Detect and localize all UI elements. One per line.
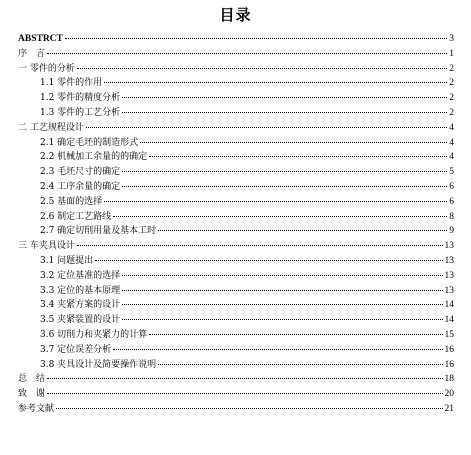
toc-entry-label: 3.3 定位的基本原理 [40,285,121,296]
toc-entry-label: 1.1 零件的作用 [40,78,103,89]
toc-entry-label: 2.6 制定工艺路线 [40,211,112,222]
toc-entry-label: 2.1 确定毛坯的制造形式 [40,137,139,148]
toc-dot-leader [122,290,442,291]
toc-entry[interactable] [18,32,454,47]
toc-entry-label: 3.7 定位误差分析 [40,344,112,355]
toc-entry[interactable] [18,91,454,106]
toc-entry[interactable] [18,180,454,195]
toc-dot-leader [122,186,447,187]
toc-dot-leader [140,142,447,143]
toc-entry-page-number: 13 [444,255,454,266]
toc-entry-page-number: 2 [449,107,454,118]
toc-entry[interactable] [18,165,454,180]
toc-entry-page-number: 13 [444,270,454,281]
toc-dot-leader [158,364,442,365]
toc-entry[interactable] [18,343,454,358]
toc-entry-page-number: 16 [444,344,454,355]
toc-entry[interactable] [18,254,454,269]
toc-entry-label: 参考文献 [18,403,55,414]
toc-dot-leader [122,171,447,172]
toc-dot-leader [56,408,442,409]
toc-entry-page-number: 15 [444,329,454,340]
toc-dot-leader [47,53,447,54]
toc-entry[interactable] [18,136,454,151]
toc-entry-label: 一 零件的分析 [18,63,75,74]
toc-entry[interactable] [18,372,454,387]
toc-entry-page-number: 6 [449,196,454,207]
toc-entry[interactable] [18,284,454,299]
toc-dot-leader [149,156,447,157]
toc-title: 目录 [219,6,252,24]
toc-dot-leader [104,82,447,83]
toc-entry[interactable] [18,313,454,328]
toc-entry[interactable] [18,121,454,136]
toc-dot-leader [113,216,447,217]
toc-dot-leader [95,260,442,261]
toc-dot-leader [149,334,442,335]
toc-entry[interactable] [18,387,454,402]
toc-entry-label: 3.2 定位基准的选择 [40,270,121,281]
toc-dot-leader [77,245,443,246]
toc-list [18,32,454,417]
toc-entry-label: 3.8 夹具设计及简要操作说明 [40,359,157,370]
toc-entry-page-number: 2 [449,93,454,104]
toc-entry-label: 2.4 工序余量的确定 [40,181,121,192]
toc-entry[interactable] [18,402,454,417]
toc-entry-page-number: 4 [449,152,454,163]
toc-entry-page-number: 4 [449,137,454,148]
toc-entry-label: 3.4 夹紧方案的设计 [40,300,121,311]
toc-entry[interactable] [18,224,454,239]
toc-entry[interactable] [18,47,454,62]
toc-dot-leader [104,201,447,202]
toc-entry-page-number: 18 [444,374,454,385]
toc-entry-label: 三 车夹具设计 [18,241,75,252]
toc-entry-page-number: 21 [444,403,454,414]
toc-entry-label: 3.6 切削力和夹紧力的计算 [40,329,148,340]
toc-dot-leader [77,68,447,69]
toc-entry[interactable] [18,106,454,121]
toc-entry-page-number: 1 [449,48,454,59]
toc-entry[interactable] [18,195,454,210]
toc-entry[interactable] [18,269,454,284]
toc-entry-page-number: 14 [444,315,454,326]
toc-entry-page-number: 4 [449,122,454,133]
toc-dot-leader [47,378,442,379]
toc-entry-label: ABSTRCT [18,34,63,44]
toc-dot-leader [113,349,442,350]
toc-entry[interactable] [18,150,454,165]
toc-entry[interactable] [18,210,454,225]
toc-entry-page-number: 9 [449,226,454,237]
toc-entry-label: 2.3 毛坯尺寸的确定 [40,167,121,178]
toc-dot-leader [86,127,447,128]
toc-entry-page-number: 13 [444,241,454,252]
toc-entry-label: 二 工艺规程设计 [18,122,84,133]
toc-entry-page-number: 16 [444,359,454,370]
toc-entry[interactable] [18,76,454,91]
toc-entry-label: 3.1 问题提出 [40,255,94,266]
toc-entry-page-number: 2 [449,78,454,89]
toc-entry-page-number: 2 [449,63,454,74]
toc-entry-label: 3.5 夹紧装置的设计 [40,315,121,326]
toc-entry-page-number: 5 [449,167,454,178]
toc-entry[interactable] [18,62,454,77]
toc-entry-label: 1.2 零件的精度分析 [40,93,121,104]
toc-dot-leader [65,38,447,39]
toc-entry-page-number: 20 [444,389,454,400]
toc-entry-page-number: 3 [449,34,454,44]
toc-entry-page-number: 13 [444,285,454,296]
toc-dot-leader [158,230,447,231]
toc-entry-page-number: 8 [449,211,454,222]
toc-dot-leader [47,393,442,394]
toc-entry[interactable] [18,358,454,373]
toc-dot-leader [122,112,447,113]
toc-entry[interactable] [18,328,454,343]
toc-entry-label: 2.7 确定切削用量及基本工时 [40,226,157,237]
toc-dot-leader [122,275,442,276]
toc-entry-label: 2.5 基面的选择 [40,196,103,207]
toc-entry-label: 2.2 机械加工余量的的确定 [40,152,148,163]
toc-entry-label: 序 言 [18,48,46,59]
toc-entry-label: 总 结 [18,374,46,385]
toc-entry-label: 1.3 零件的工艺分析 [40,107,121,118]
toc-dot-leader [122,97,447,98]
toc-entry-label: 致 谢 [18,389,46,400]
toc-entry[interactable] [18,298,454,313]
toc-dot-leader [122,304,442,305]
toc-entry-page-number: 14 [444,300,454,311]
toc-dot-leader [122,319,442,320]
toc-entry[interactable] [18,239,454,254]
toc-entry-page-number: 6 [449,181,454,192]
